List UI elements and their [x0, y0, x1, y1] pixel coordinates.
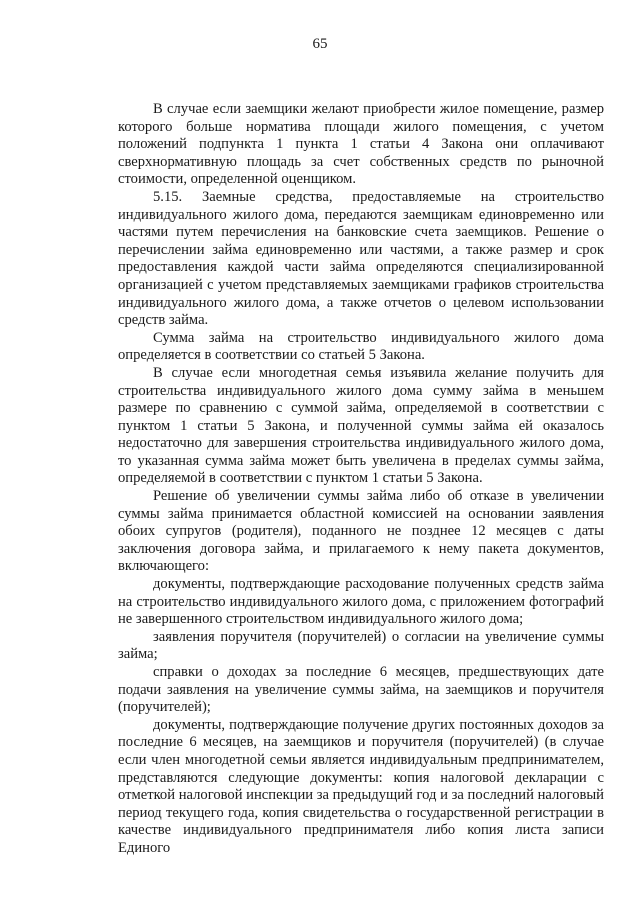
paragraph: справки о доходах за последние 6 месяцев, предшествующих дате подачи заявления на увеличение суммы займа, на заемщиков и поручителя (поручителей); [118, 664, 604, 716]
paragraph: Решение об увеличении суммы займа либо об отказе в увеличении суммы займа принимается областной комиссией на основании заявления обоих супругов (родителя), поданного не позднее 12 месяцев с даты заключения договора займа, и прилагаемого к нему пакета документов, включающего: [118, 488, 604, 575]
paragraph: В случае если заемщики желают приобрести жилое помещение, размер которого больше норматива площади жилого помещения, с учетом положений подпункта 1 пункта 1 статьи 4 Закона они оплачивают сверхнормативную площадь за счет собственных средств по рыночной стоимости, определенной оценщиком. [118, 101, 604, 188]
paragraph: Сумма займа на строительство индивидуального жилого дома определяется в соответствии со статьей 5 Закона. [118, 329, 604, 364]
page-number: 65 [312, 36, 328, 52]
paragraph: документы, подтверждающие получение других постоянных доходов за последние 6 месяцев, на заемщиков и поручителя (поручителей) (в случае если член многодетной семьи является индивидуальным предпринимателем, представляются следующие документы: копия налоговой декларации с отметкой налоговой инспекции за предыдущий год и за последний налоговый период текущего года, копия свидетельства о государственной регистрации в качестве индивидуального предпринимателя либо копия листа записи Единого [118, 716, 604, 856]
paragraph: 5.15. Заемные средства, предоставляемые на строительство индивидуального жилого дома, передаются заемщикам единовременно или частями путем перечисления на банковские счета заемщиков. Решение о перечислении займа единовременно или частями, а также размер и срок предоставления каждой части займа определяются специализированной организацией с учетом представляемых заемщиками графиков строительства индивидуального жилого дома, а также отчетов о целевом использовании средств займа. [118, 188, 604, 329]
body-text [118, 101, 604, 858]
paragraph: В случае если многодетная семья изъявила желание получить для строительства индивидуального жилого дома сумму займа в меньшем размере по сравнению с суммой займа, определяемой в соответствии с пунктом 1 статьи 5 Закона, и полученной суммы займа ей оказалось недостаточно для завершения строительства индивидуального жилого дома, то указанная сумма займа может быть увеличена в пределах суммы займа, определяемой в соответствии с пунктом 1 статьи 5 Закона. [118, 364, 604, 487]
paragraph: заявления поручителя (поручителей) о согласии на увеличение суммы займа; [118, 628, 604, 663]
paragraph: документы, подтверждающие расходование полученных средств займа на строительство индивидуального жилого дома, с приложением фотографий не завершенного строительством индивидуального жилого дома; [118, 576, 604, 628]
